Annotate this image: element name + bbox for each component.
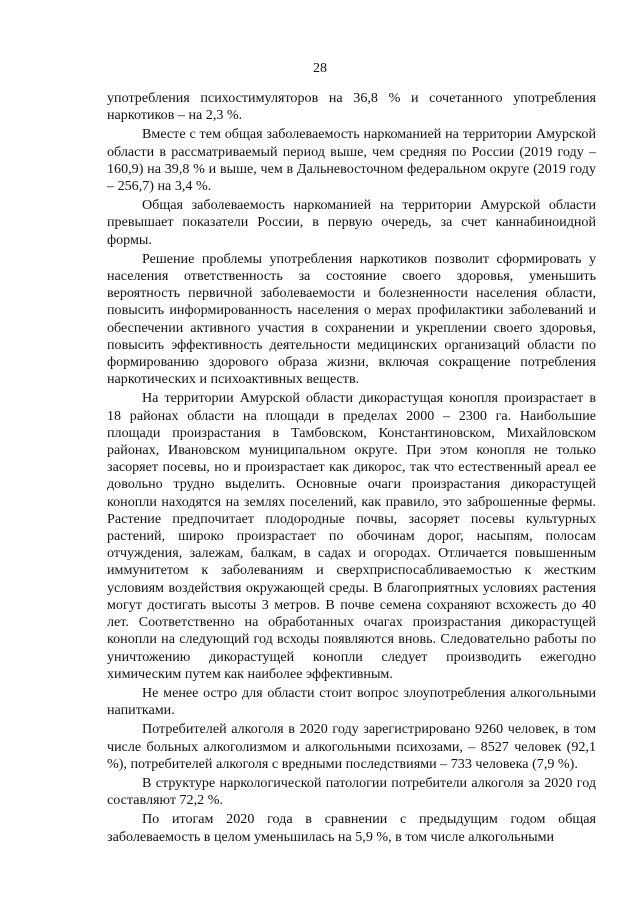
page-number: 28: [313, 61, 327, 76]
paragraph: Общая заболеваемость наркоманией на территории Амурской области превышает показатели России, в первую очередь, за счет каннабиноидной формы.: [107, 197, 596, 248]
paragraph: Потребителей алкоголя в 2020 году зарегистрировано 9260 человек, в том числе больных алкоголизмом и алкогольными психозами, – 8527 человек (92,1 %), потребителей алкоголя с вредными последствиями – 733 человека (7,9 %).: [107, 721, 596, 772]
paragraph: В структуре наркологической патологии потребители алкоголя за 2020 год составляют 72,2 %.: [107, 774, 596, 809]
paragraph: употребления психостимуляторов на 36,8 % и сочетанного употребления наркотиков – на 2,3 %.: [107, 90, 596, 124]
paragraph: Решение проблемы употребления наркотиков позволит сформировать у населения ответственность за состояние своего здоровья, уменьшить вероятность первичной заболеваемости и болезненности населения области, повысить информированность населения о мерах профилактики заболеваний и обеспечении активного участия в сохранении и укреплении своего здоровья, повысить эффективность деятельности медицинских организаций области по формированию здорового образа жизни, включая сокращение потребления наркотических и психоактивных веществ.: [107, 250, 596, 388]
paragraph: На территории Амурской области дикорастущая конопля произрастает в 18 районах области на площади в пределах 2000 – 2300 га. Наибольшие площади произрастания в Тамбовском, Константиновском, Михайловском районах, Ивановском муниципальном округе. При этом конопля не только засоряет посевы, но и произрастает как дикорос, так что естественный ареал ее довольно трудно выделить. Основные очаги произрастания дикорастущей конопли находятся на землях поселений, как правило, это заброшенные фермы. Растение предпочитает плодородные почвы, засоряет посевы культурных растений, широко произрастает по обочинам дорог, насыпям, полосам отчуждения, залежам, балкам, в садах и огородах. Отличается повышенным иммунитетом к заболеваниям и сверхприспосабливаемостью к жестким условиям воздействия окружающей среды. В благоприятных условиях растения могут достигать высоты 3 метров. В почве семена сохраняют всхожесть до 40 лет. Соответственно на обработанных очагах произрастания дикорастущей конопли на следующий год всходы появляются вновь. Следовательно работы по уничтожению дикорастущей конопли следует производить ежегодно химическим путем как наиболее эффективным.: [107, 390, 596, 682]
paragraph: Не менее остро для области стоит вопрос злоупотребления алкогольными напитками.: [107, 684, 596, 719]
body-text: [107, 90, 596, 846]
paragraph: Вместе с тем общая заболеваемость наркоманией на территории Амурской области в рассматриваемый период выше, чем средняя по России (2019 году – 160,9) на 39,8 % и выше, чем в Дальневосточном федеральном округе (2019 году – 256,7) на 3,4 %.: [107, 126, 596, 195]
paragraph: По итогам 2020 года в сравнении с предыдущим годом общая заболеваемость в целом уменьшилась на 5,9 %, в том числе алкогольными: [107, 811, 596, 845]
